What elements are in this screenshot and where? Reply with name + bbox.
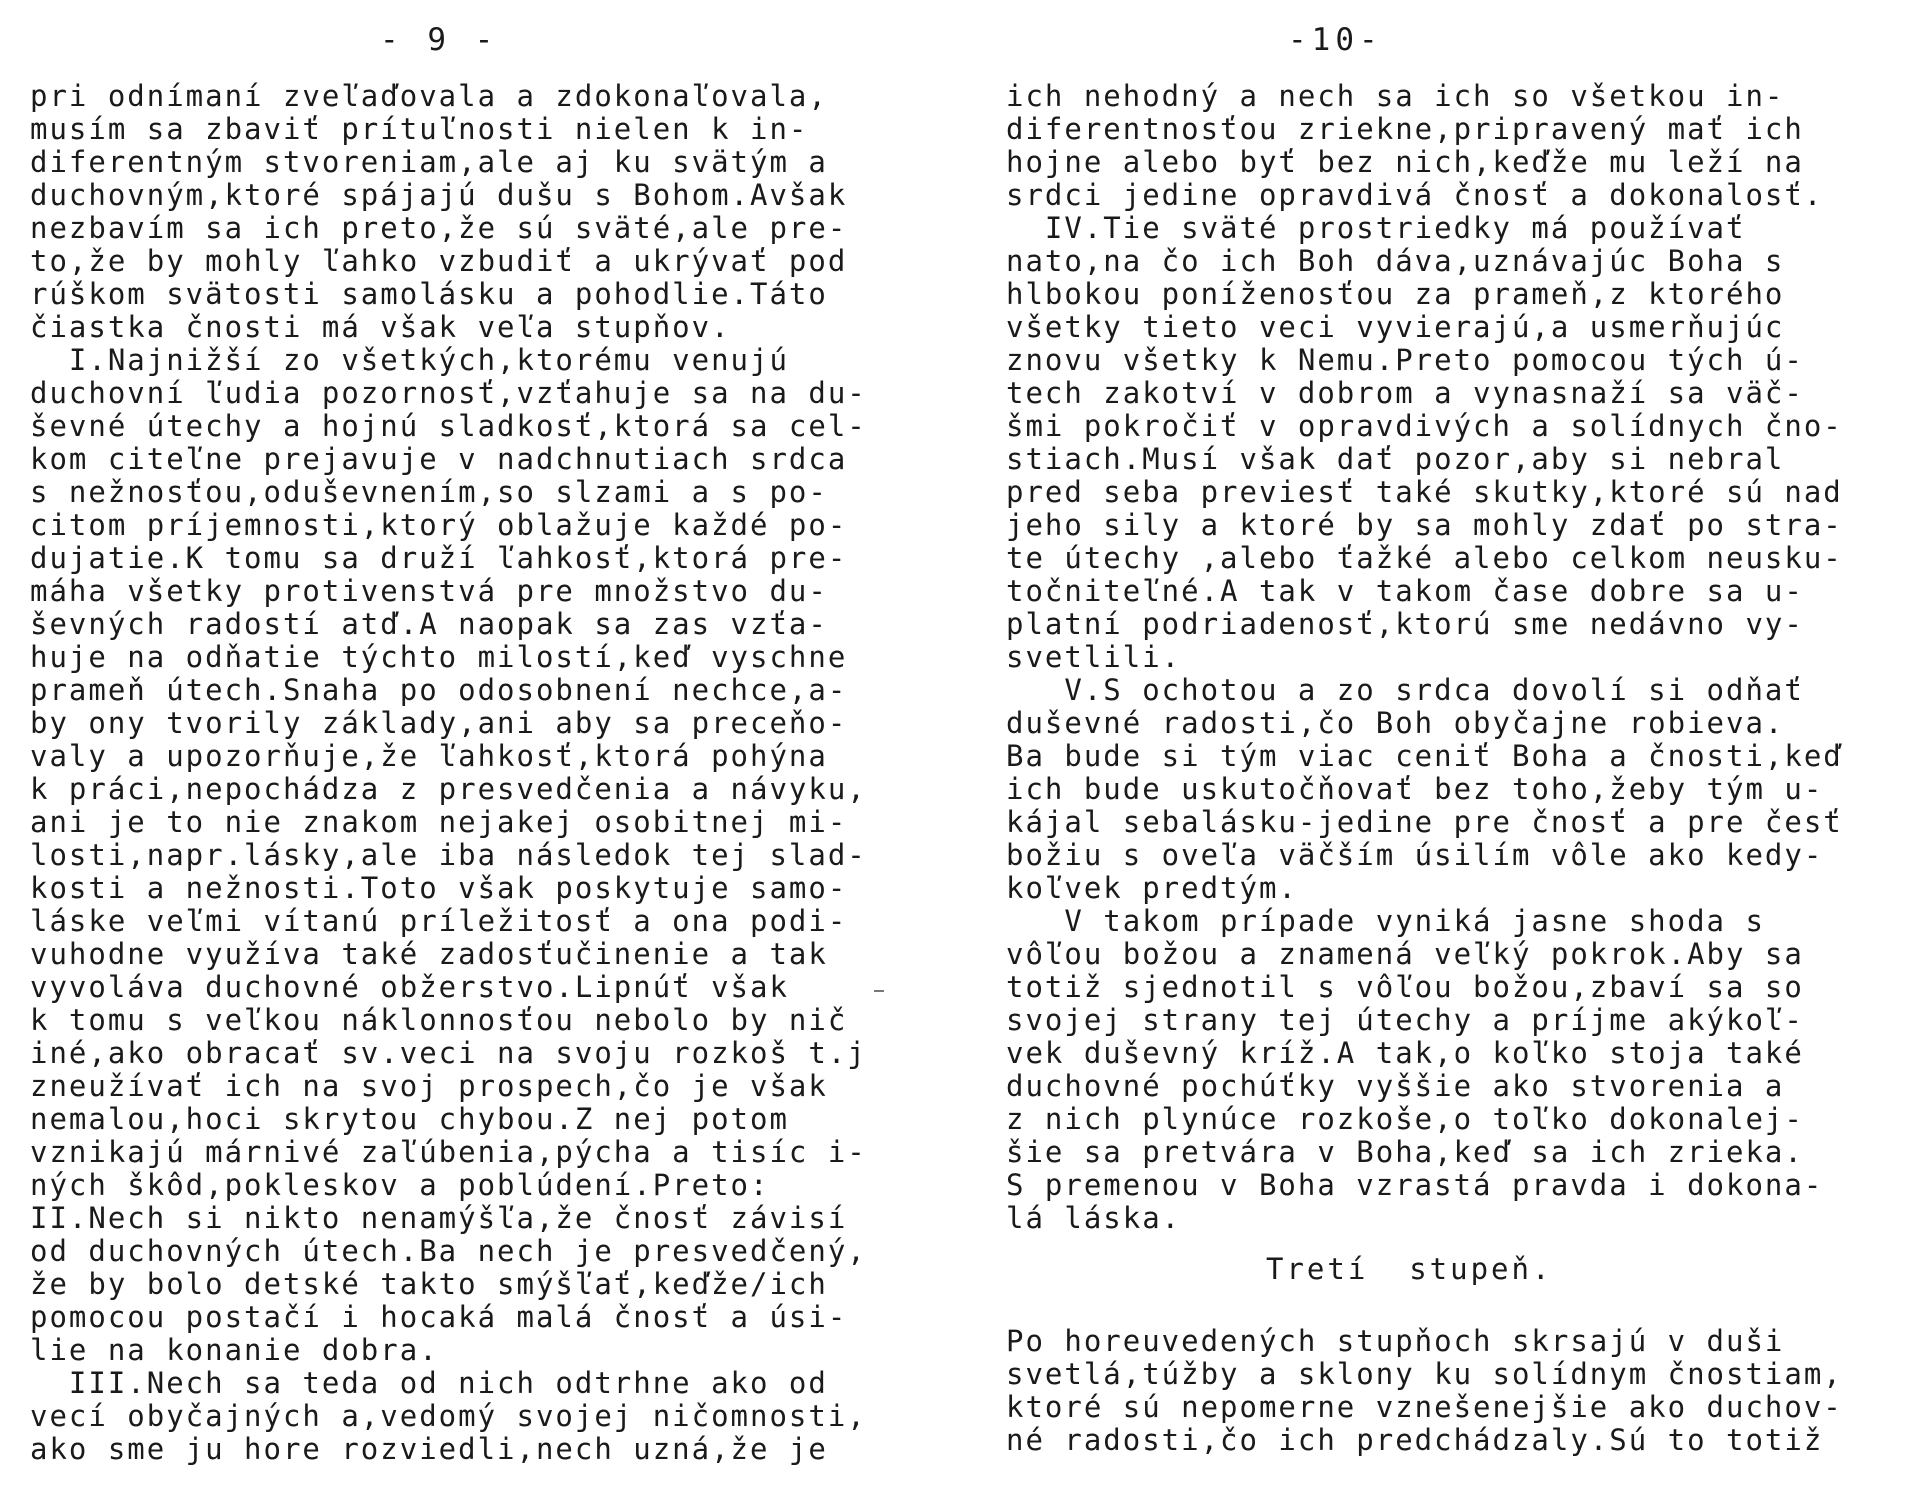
text-line: ševných radostí atď.A naopak sa zas vzťa- (30, 607, 828, 641)
text-line: vznikajú márnivé zaľúbenia,pýcha a tisíc i- (30, 1135, 867, 1169)
right-page (966, 0, 1932, 1500)
text-line: Po horeuvedených stupňoch skrsajú v duši (1006, 1324, 1785, 1358)
text-line: diferentnosťou zriekne,pripravený mať ich (1006, 112, 1804, 146)
text-line: kom citeľne prejavuje v nadchnutiach srdca (30, 442, 848, 476)
text-line: totiž sjednotil s vôľou božou,zbaví sa so (1006, 970, 1804, 1004)
text-line: nato,na čo ich Boh dáva,uznávajúc Boha s (1006, 244, 1785, 278)
text-line: máha všetky protivenstvá pre množstvo du- (30, 574, 828, 608)
section-heading: Tretí stupeň. (1266, 1252, 1553, 1286)
text-line: pomocou postačí i hocaká malá čnosť a úsi- (30, 1300, 848, 1334)
text-line: iné,ako obracať sv.veci na svoju rozkoš t.j (30, 1036, 867, 1070)
text-line: čiastka čnosti má však veľa stupňov. (30, 310, 731, 344)
text-line: duchovní ľudia pozornosť,vzťahuje sa na du- (30, 376, 867, 410)
text-line: IV.Tie sväté prostriedky má používať (1006, 211, 1746, 245)
text-line: zneužívať ich na svoj prospech,čo je však (30, 1069, 828, 1103)
text-line: III.Nech sa teda od nich odtrhne ako od (30, 1366, 828, 1400)
right-page-text (1006, 80, 1843, 1235)
text-line: citom príjemnosti,ktorý oblažuje každé po- (30, 508, 848, 542)
text-line: k tomu s veľkou náklonnosťou nebolo by nič (30, 1003, 848, 1037)
text-line: hlbokou poníženosťou za prameň,z ktorého (1006, 277, 1785, 311)
text-line: nezbavím sa ich preto,že sú sväté,ale pre- (30, 211, 848, 245)
text-line: ktoré sú nepomerne vznešenejšie ako duchov- (1006, 1390, 1843, 1424)
page-number: - 9 - (380, 22, 499, 58)
text-line: huje na odňatie týchto milostí,keď vyschne (30, 640, 848, 674)
text-line: koľvek predtým. (1006, 871, 1298, 905)
left-page-text (30, 80, 867, 1466)
text-line: I.Najnižší zo všetkých,ktorému venujú (30, 343, 789, 377)
text-line: vôľou božou a znamená veľký pokrok.Aby sa (1006, 937, 1804, 971)
text-line: duchovným,ktoré spájajú dušu s Bohom.Avšak (30, 178, 848, 212)
text-line: valy a upozorňuje,že ľahkosť,ktorá pohýna (30, 739, 828, 773)
text-line: lá láska. (1006, 1201, 1182, 1235)
text-line: vek duševný kríž.A tak,o koľko stoja také (1006, 1036, 1804, 1070)
text-line: kosti a nežnosti.Toto však poskytuje samo- (30, 871, 848, 905)
text-line: točniteľné.A tak v takom čase dobre sa u- (1006, 574, 1804, 608)
text-line: ich nehodný a nech sa ich so všetkou in- (1006, 79, 1785, 113)
text-line: te útechy ,alebo ťažké alebo celkom neusku- (1006, 541, 1843, 575)
pencil-mark (874, 990, 884, 992)
text-line: ševné útechy a hojnú sladkosť,ktorá sa cel- (30, 409, 867, 443)
text-line: Ba bude si tým viac ceniť Boha a čnosti,keď (1006, 739, 1843, 773)
text-line: ani je to nie znakom nejakej osobitnej mi- (30, 805, 848, 839)
text-line: jeho sily a ktoré by sa mohly zdať po stra- (1006, 508, 1843, 542)
text-line: V takom prípade vyniká jasne shoda s (1006, 904, 1765, 938)
text-line: duševné radosti,čo Boh obyčajne robieva. (1006, 706, 1785, 740)
text-line: S premenou v Boha vzrastá pravda i dokona- (1006, 1168, 1824, 1202)
text-line: pri odnímaní zveľaďovala a zdokonaľovala, (30, 79, 828, 113)
text-line: platní podriadenosť,ktorú sme nedávno vy- (1006, 607, 1804, 641)
text-line: musím sa zbaviť prítuľnosti nielen k in- (30, 112, 809, 146)
text-line: znovu všetky k Nemu.Preto pomocou tých ú- (1006, 343, 1804, 377)
text-line: diferentným stvoreniam,ale aj ku svätým a (30, 145, 828, 179)
text-line: losti,napr.lásky,ale iba následok tej slad- (30, 838, 867, 872)
text-line: ných škôd,pokleskov a poblúdení.Preto: (30, 1168, 770, 1202)
text-line: lie na konanie dobra. (30, 1333, 439, 1367)
text-line: svetlá,túžby a sklony ku solídnym čnostiam, (1006, 1357, 1843, 1391)
text-line: vecí obyčajných a,vedomý svojej ničomnosti, (30, 1399, 867, 1433)
text-line: svetlili. (1006, 640, 1182, 674)
text-line: prameň útech.Snaha po odosobnení nechce,a- (30, 673, 848, 707)
text-line: hojne alebo byť bez nich,keďže mu leží na (1006, 145, 1804, 179)
text-line: ich bude uskutočňovať bez toho,žeby tým u- (1006, 772, 1824, 806)
text-line: ako sme ju hore rozviedli,nech uzná,že je (30, 1432, 828, 1466)
text-line: božiu s oveľa väčším úsilím vôle ako kedy- (1006, 838, 1824, 872)
text-line: stiach.Musí však dať pozor,aby si nebral (1006, 442, 1785, 476)
text-line: by ony tvorily základy,ani aby sa preceňo- (30, 706, 848, 740)
text-line: šmi pokročiť v opravdivých a solídnych čno- (1006, 409, 1843, 443)
text-line: vyvoláva duchovné obžerstvo.Lipnúť však (30, 970, 789, 1004)
text-line: né radosti,čo ich predchádzaly.Sú to totiž (1006, 1423, 1824, 1457)
text-line: vuhodne využíva také zadosťučinenie a tak (30, 937, 828, 971)
text-line: to,že by mohly ľahko vzbudiť a ukrývať pod (30, 244, 848, 278)
text-line: tech zakotví v dobrom a vynasnaží sa väč- (1006, 376, 1804, 410)
text-line: kájal sebalásku-jedine pre čnosť a pre česť (1006, 805, 1843, 839)
text-line: II.Nech si nikto nenamýšľa,že čnosť závisí (30, 1201, 848, 1235)
text-line: pred seba previesť také skutky,ktoré sú nad (1006, 475, 1843, 509)
text-line: duchovné pochúťky vyššie ako stvorenia a (1006, 1069, 1785, 1103)
text-line: srdci jedine opravdivá čnosť a dokonalosť. (1006, 178, 1824, 212)
text-line: všetky tieto veci vyvierajú,a usmerňujúc (1006, 310, 1785, 344)
text-line: nemalou,hoci skrytou chybou.Z nej potom (30, 1102, 789, 1136)
text-line: dujatie.K tomu sa druží ľahkosť,ktorá pre- (30, 541, 848, 575)
page-number: -10- (1288, 22, 1383, 58)
text-line: že by bolo detské takto smýšľať,keďže/ich (30, 1267, 828, 1301)
text-line: láske veľmi vítanú príležitosť a ona podi- (30, 904, 848, 938)
text-line: svojej strany tej útechy a príjme akýkoľ- (1006, 1003, 1804, 1037)
text-line: V.S ochotou a zo srdca dovolí si odňať (1006, 673, 1804, 707)
text-line: z nich plynúce rozkoše,o toľko dokonalej- (1006, 1102, 1804, 1136)
text-line: rúškom svätosti samolásku a pohodlie.Táto (30, 277, 828, 311)
text-line: k práci,nepochádza z presvedčenia a návyku, (30, 772, 867, 806)
text-line: šie sa pretvára v Boha,keď sa ich zrieka. (1006, 1135, 1804, 1169)
right-page-text-lower (1006, 1325, 1843, 1457)
text-line: s nežnosťou,oduševnením,so slzami a s po- (30, 475, 828, 509)
text-line: od duchovných útech.Ba nech je presvedčený, (30, 1234, 867, 1268)
